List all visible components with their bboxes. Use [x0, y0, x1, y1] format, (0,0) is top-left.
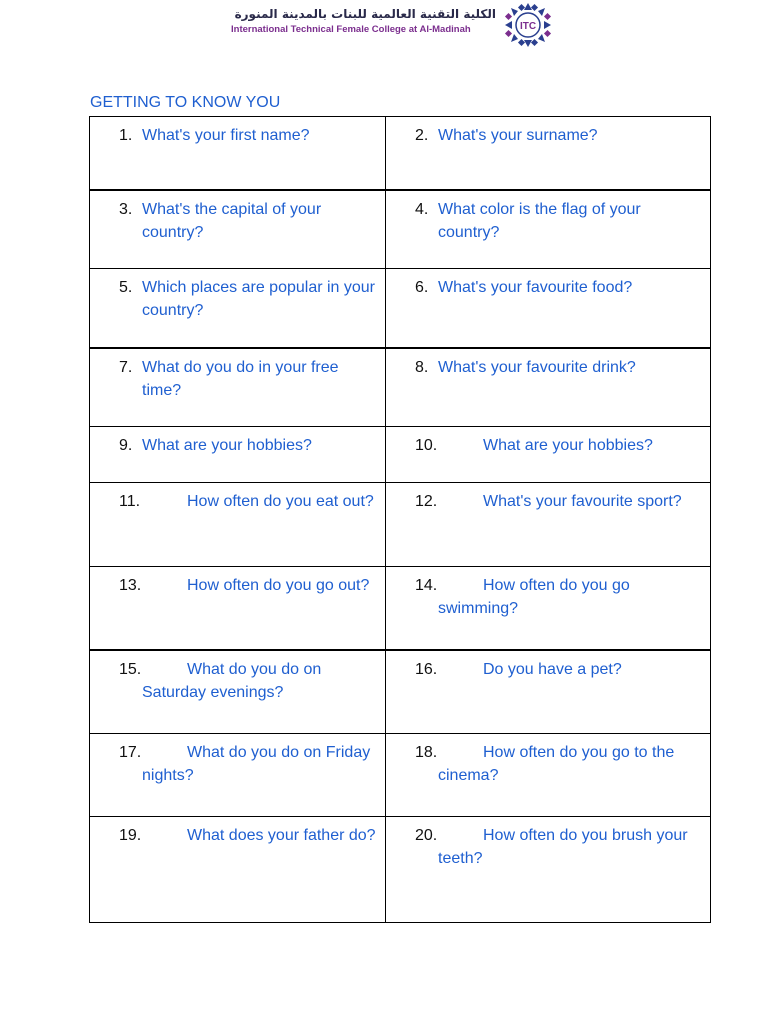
- college-name-english: International Technical Female College at Al-Madinah: [231, 24, 471, 35]
- table-row: [90, 427, 711, 483]
- question-text: What color is the flag of your country?: [438, 200, 641, 241]
- question-text: Do you have a pet?: [483, 660, 622, 678]
- question-cell: [90, 817, 386, 923]
- question-cell: [386, 190, 711, 269]
- question-number: 17.: [119, 744, 142, 761]
- question-number: 7.: [119, 358, 133, 376]
- question-text: Which places are popular in your country?: [142, 279, 376, 319]
- question-cell: [90, 190, 386, 269]
- question-text: How often do you go out?: [187, 577, 370, 594]
- question-cell: [386, 269, 711, 348]
- question-number: 3.: [119, 200, 133, 218]
- question-cell: [386, 117, 711, 190]
- question-number: 18.: [415, 744, 438, 761]
- itc-emblem-icon: [502, 2, 554, 48]
- question-cell: [386, 817, 711, 923]
- question-cell: [90, 269, 386, 348]
- question-number: 15.: [119, 660, 142, 678]
- question-number: 9.: [119, 437, 133, 454]
- question-cell: [90, 483, 386, 567]
- question-cell: [386, 348, 711, 427]
- college-header-logo: [230, 2, 560, 48]
- question-cell: [386, 734, 711, 817]
- question-text: How often do you go to the cinema?: [438, 744, 675, 784]
- question-cell: [90, 734, 386, 817]
- table-row: [90, 190, 711, 269]
- table-row: [90, 650, 711, 734]
- question-text: What's your first name?: [142, 127, 310, 144]
- question-number: 13.: [119, 577, 142, 594]
- table-row: [90, 817, 711, 923]
- question-number: 20.: [415, 827, 438, 844]
- college-name-arabic: الكلية التقنية العالمية للبنات بالمدينة المنورة: [234, 7, 496, 21]
- question-cell: [90, 348, 386, 427]
- questions-table: [89, 116, 711, 923]
- table-row: [90, 734, 711, 817]
- question-cell: [386, 650, 711, 734]
- question-cell: [386, 567, 711, 650]
- question-text: What do you do on Saturday evenings?: [142, 660, 322, 701]
- logo-text: ITC: [519, 21, 537, 32]
- question-number: 1.: [119, 127, 133, 144]
- page-title: GETTING TO KNOW YOU: [90, 94, 281, 111]
- question-text: What do you do in your free time?: [142, 358, 339, 399]
- table-row: [90, 117, 711, 190]
- question-number: 2.: [415, 127, 429, 144]
- question-text: What's your surname?: [438, 127, 598, 144]
- question-number: 10.: [415, 437, 438, 454]
- question-cell: [90, 650, 386, 734]
- question-number: 11.: [119, 493, 141, 510]
- question-number: 14.: [415, 577, 438, 594]
- question-text: How often do you eat out?: [187, 493, 374, 510]
- question-text: What are your hobbies?: [142, 437, 312, 454]
- question-text: What are your hobbies?: [483, 437, 653, 454]
- question-text: How often do you go swimming?: [438, 577, 630, 617]
- question-text: How often do you brush your teeth?: [438, 827, 688, 867]
- question-number: 16.: [415, 660, 438, 678]
- question-text: What do you do on Friday nights?: [142, 744, 371, 784]
- question-text: What does your father do?: [187, 827, 376, 844]
- question-cell: [90, 427, 386, 483]
- question-cell: [386, 427, 711, 483]
- table-row: [90, 567, 711, 650]
- question-number: 4.: [415, 200, 429, 218]
- table-row: [90, 483, 711, 567]
- question-text: What's your favourite drink?: [438, 358, 636, 376]
- question-text: What's your favourite food?: [438, 279, 633, 296]
- table-row: [90, 348, 711, 427]
- question-cell: [90, 117, 386, 190]
- table-row: [90, 269, 711, 348]
- question-text: What's the capital of your country?: [142, 200, 322, 241]
- question-number: 12.: [415, 493, 438, 510]
- question-cell: [386, 483, 711, 567]
- question-cell: [90, 567, 386, 650]
- question-number: 8.: [415, 358, 429, 376]
- question-number: 19.: [119, 827, 142, 844]
- question-text: What's your favourite sport?: [483, 493, 682, 510]
- question-number: 6.: [415, 279, 429, 296]
- question-number: 5.: [119, 279, 133, 296]
